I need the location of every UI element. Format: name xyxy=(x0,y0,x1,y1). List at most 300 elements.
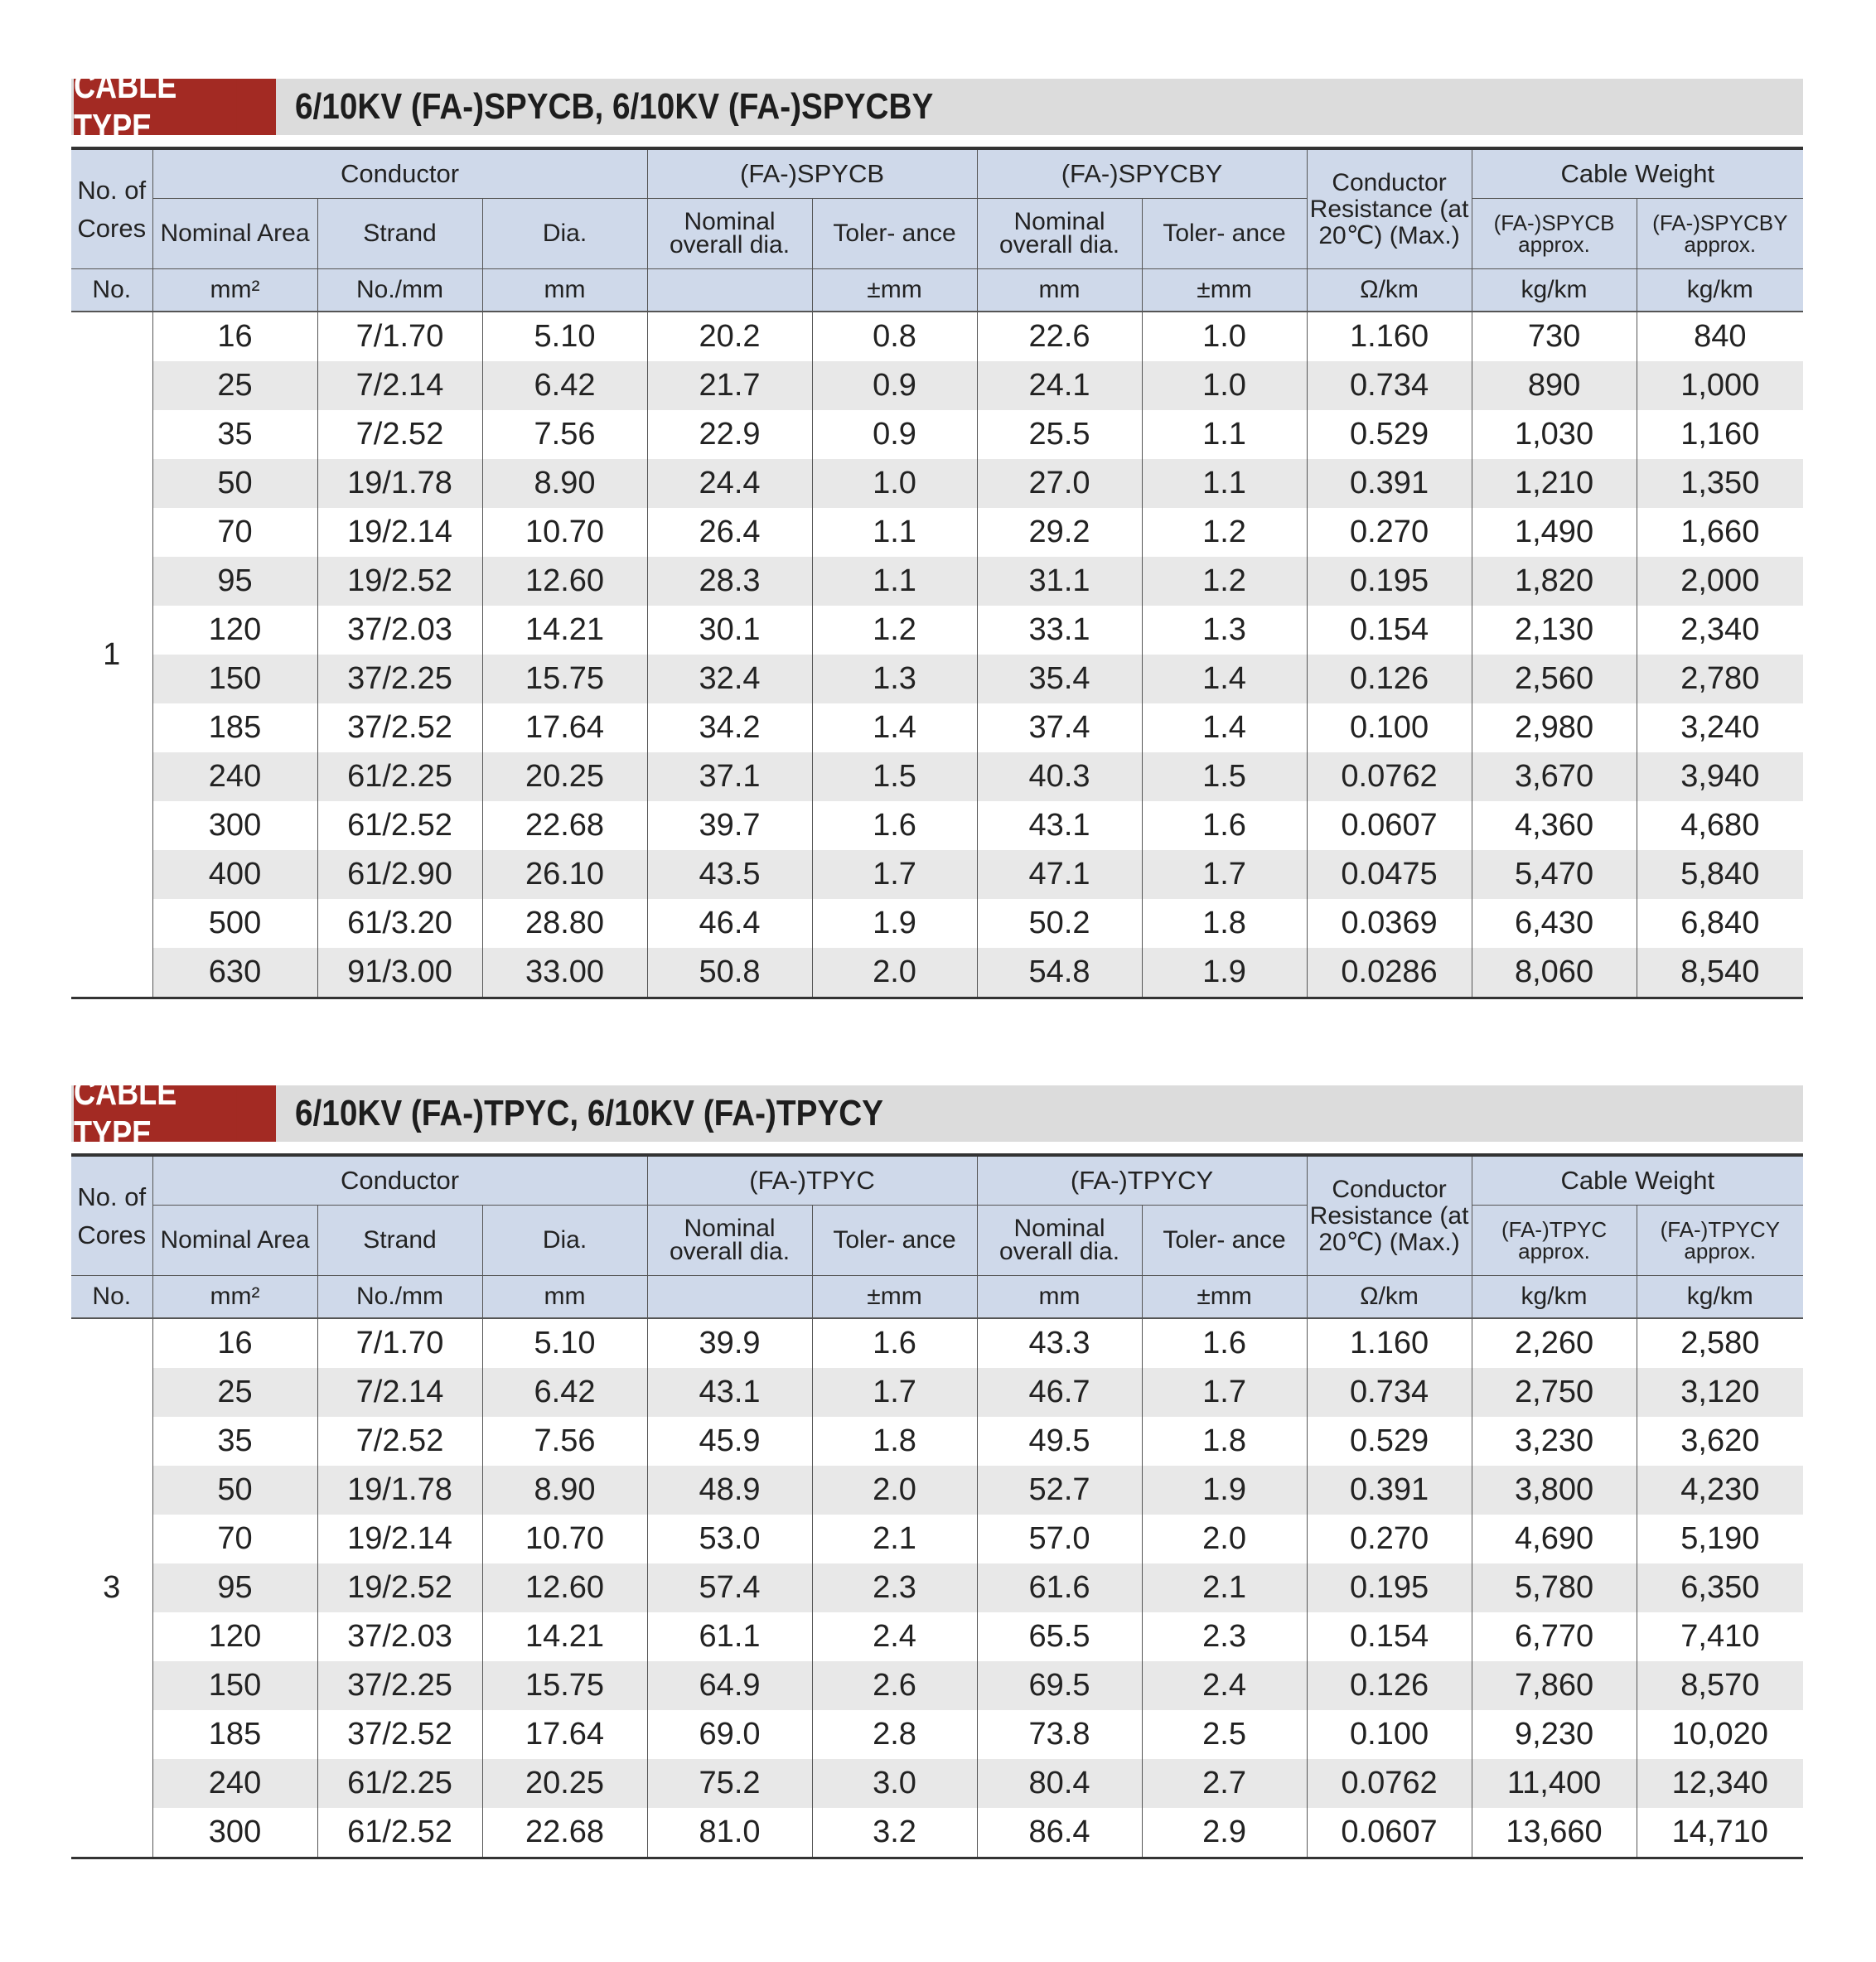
cell-tolerance-b: 1.5 xyxy=(1142,752,1307,801)
cell-weight-a: 5,470 xyxy=(1472,850,1637,899)
cell-tolerance-b: 1.6 xyxy=(1142,1318,1307,1368)
cell-resistance: 0.391 xyxy=(1307,1466,1472,1515)
cell-weight-a: 9,230 xyxy=(1472,1710,1637,1759)
cell-dia: 17.64 xyxy=(482,703,647,752)
cell-resistance: 0.0286 xyxy=(1307,948,1472,998)
cell-resistance: 0.0607 xyxy=(1307,801,1472,850)
cell-tolerance-a: 0.9 xyxy=(812,361,977,410)
header-dia: Dia. xyxy=(482,199,647,269)
header-nominal-area: Nominal Area xyxy=(152,199,317,269)
cell-tolerance-b: 1.1 xyxy=(1142,459,1307,508)
unit-overall-dia-a xyxy=(647,269,812,312)
cell-strand: 19/2.14 xyxy=(317,508,482,557)
cell-resistance: 0.0369 xyxy=(1307,899,1472,948)
cell-dia: 5.10 xyxy=(482,1318,647,1368)
cell-nominal-area: 240 xyxy=(152,1759,317,1808)
table-row xyxy=(71,1710,1803,1759)
table-row xyxy=(71,1318,1803,1368)
cell-nominal-area: 120 xyxy=(152,606,317,655)
cell-tolerance-a: 1.2 xyxy=(812,606,977,655)
cell-strand: 61/2.25 xyxy=(317,1759,482,1808)
cell-strand: 19/1.78 xyxy=(317,1466,482,1515)
cell-overall-dia-a: 53.0 xyxy=(647,1515,812,1563)
cell-resistance: 1.160 xyxy=(1307,1318,1472,1368)
cell-dia: 14.21 xyxy=(482,1612,647,1661)
table-row xyxy=(71,655,1803,703)
header-weight-b: (FA-)SPYCBY approx. xyxy=(1637,199,1803,269)
table-row xyxy=(71,1563,1803,1612)
unit-dia: mm xyxy=(482,1276,647,1319)
cell-resistance: 0.0762 xyxy=(1307,752,1472,801)
cell-tolerance-b: 2.3 xyxy=(1142,1612,1307,1661)
table-row xyxy=(71,508,1803,557)
cell-resistance: 0.154 xyxy=(1307,606,1472,655)
unit-resistance: Ω/km xyxy=(1307,269,1472,312)
cell-nominal-area: 185 xyxy=(152,703,317,752)
header-strand: Strand xyxy=(317,1206,482,1276)
section-title: 6/10KV (FA-)SPYCB, 6/10KV (FA-)SPYCBY xyxy=(295,86,934,127)
header-nominal-area: Nominal Area xyxy=(152,1206,317,1276)
cell-dia: 6.42 xyxy=(482,1368,647,1417)
cell-weight-a: 1,210 xyxy=(1472,459,1637,508)
cell-weight-a: 1,820 xyxy=(1472,557,1637,606)
cell-strand: 61/2.25 xyxy=(317,752,482,801)
cell-tolerance-b: 2.1 xyxy=(1142,1563,1307,1612)
unit-strand: No./mm xyxy=(317,269,482,312)
cell-overall-dia-b: 25.5 xyxy=(977,410,1142,459)
cell-nominal-area: 16 xyxy=(152,312,317,361)
cell-dia: 15.75 xyxy=(482,1661,647,1710)
cell-nominal-area: 630 xyxy=(152,948,317,998)
cell-overall-dia-a: 21.7 xyxy=(647,361,812,410)
cell-nominal-area: 400 xyxy=(152,850,317,899)
cell-weight-a: 3,670 xyxy=(1472,752,1637,801)
cable-section-2 xyxy=(71,1072,1803,1849)
cell-tolerance-b: 1.3 xyxy=(1142,606,1307,655)
cell-strand: 7/2.52 xyxy=(317,1417,482,1466)
cell-tolerance-b: 1.2 xyxy=(1142,508,1307,557)
table-row xyxy=(71,1417,1803,1466)
cell-strand: 7/1.70 xyxy=(317,312,482,361)
cell-overall-dia-a: 43.5 xyxy=(647,850,812,899)
cell-resistance: 0.529 xyxy=(1307,410,1472,459)
cell-overall-dia-b: 65.5 xyxy=(977,1612,1142,1661)
cell-weight-b: 14,710 xyxy=(1637,1808,1803,1858)
header-nominal-overall-dia-b: Nominal overall dia. xyxy=(977,199,1142,269)
cell-strand: 61/3.20 xyxy=(317,899,482,948)
cell-overall-dia-b: 61.6 xyxy=(977,1563,1142,1612)
cell-weight-b: 3,120 xyxy=(1637,1368,1803,1417)
cell-weight-a: 3,800 xyxy=(1472,1466,1637,1515)
unit-overall-dia-a xyxy=(647,1276,812,1319)
cell-dia: 33.00 xyxy=(482,948,647,998)
cell-strand: 19/2.14 xyxy=(317,1515,482,1563)
cell-overall-dia-a: 64.9 xyxy=(647,1661,812,1710)
cell-dia: 26.10 xyxy=(482,850,647,899)
cell-dia: 7.56 xyxy=(482,1417,647,1466)
cell-overall-dia-b: 69.5 xyxy=(977,1661,1142,1710)
header-nominal-overall-dia-a: Nominal overall dia. xyxy=(647,199,812,269)
table-row xyxy=(71,1759,1803,1808)
cell-overall-dia-a: 46.4 xyxy=(647,899,812,948)
cell-strand: 7/2.14 xyxy=(317,361,482,410)
cell-overall-dia-b: 29.2 xyxy=(977,508,1142,557)
cell-overall-dia-a: 26.4 xyxy=(647,508,812,557)
header-tolerance-b: Toler- ance xyxy=(1142,199,1307,269)
table-row xyxy=(71,312,1803,361)
cell-nominal-area: 50 xyxy=(152,1466,317,1515)
cell-nominal-area: 240 xyxy=(152,752,317,801)
cell-tolerance-a: 1.9 xyxy=(812,899,977,948)
cell-nominal-area: 35 xyxy=(152,410,317,459)
cell-weight-a: 6,430 xyxy=(1472,899,1637,948)
cable-type-badge: CABLE TYPE xyxy=(74,1085,237,1142)
cell-overall-dia-b: 22.6 xyxy=(977,312,1142,361)
header-strand: Strand xyxy=(317,199,482,269)
cell-strand: 19/2.52 xyxy=(317,1563,482,1612)
header-tolerance-a: Toler- ance xyxy=(812,199,977,269)
table-row xyxy=(71,850,1803,899)
cell-dia: 10.70 xyxy=(482,1515,647,1563)
spec-table xyxy=(71,1153,1803,1859)
cell-weight-a: 3,230 xyxy=(1472,1417,1637,1466)
unit-tol-a: ±mm xyxy=(812,1276,977,1319)
header-type-b: (FA-)SPYCBY xyxy=(977,148,1307,199)
cell-nominal-area: 150 xyxy=(152,1661,317,1710)
cell-overall-dia-a: 45.9 xyxy=(647,1417,812,1466)
cell-tolerance-b: 1.6 xyxy=(1142,801,1307,850)
cell-tolerance-a: 2.4 xyxy=(812,1612,977,1661)
unit-weight-a: kg/km xyxy=(1472,1276,1637,1319)
cell-tolerance-b: 2.0 xyxy=(1142,1515,1307,1563)
cell-tolerance-a: 1.3 xyxy=(812,655,977,703)
header-dia: Dia. xyxy=(482,1206,647,1276)
cell-weight-b: 1,160 xyxy=(1637,410,1803,459)
header-tolerance-a: Toler- ance xyxy=(812,1206,977,1276)
header-conductor-resistance: Conductor Resistance (at 20℃) (Max.) xyxy=(1307,1155,1472,1276)
unit-dia: mm xyxy=(482,269,647,312)
cell-resistance: 0.195 xyxy=(1307,557,1472,606)
cell-tolerance-b: 1.0 xyxy=(1142,312,1307,361)
section-title: 6/10KV (FA-)TPYC, 6/10KV (FA-)TPYCY xyxy=(295,1093,884,1133)
cell-tolerance-a: 1.6 xyxy=(812,1318,977,1368)
cell-weight-b: 4,230 xyxy=(1637,1466,1803,1515)
cell-resistance: 0.270 xyxy=(1307,508,1472,557)
cell-tolerance-a: 1.4 xyxy=(812,703,977,752)
cell-nominal-area: 300 xyxy=(152,801,317,850)
cell-weight-b: 2,000 xyxy=(1637,557,1803,606)
cell-overall-dia-b: 46.7 xyxy=(977,1368,1142,1417)
cell-weight-b: 3,940 xyxy=(1637,752,1803,801)
cell-weight-b: 2,340 xyxy=(1637,606,1803,655)
cell-tolerance-a: 2.8 xyxy=(812,1710,977,1759)
header-conductor: Conductor xyxy=(152,1155,647,1206)
cell-tolerance-a: 1.8 xyxy=(812,1417,977,1466)
cell-resistance: 0.0762 xyxy=(1307,1759,1472,1808)
cell-overall-dia-a: 57.4 xyxy=(647,1563,812,1612)
cell-overall-dia-a: 34.2 xyxy=(647,703,812,752)
cell-overall-dia-a: 81.0 xyxy=(647,1808,812,1858)
cell-dia: 20.25 xyxy=(482,752,647,801)
header-weight-b: (FA-)TPYCY approx. xyxy=(1637,1206,1803,1276)
cell-tolerance-b: 1.8 xyxy=(1142,1417,1307,1466)
cell-strand: 37/2.25 xyxy=(317,1661,482,1710)
cell-weight-b: 8,570 xyxy=(1637,1661,1803,1710)
cell-nominal-area: 25 xyxy=(152,1368,317,1417)
cell-nominal-area: 25 xyxy=(152,361,317,410)
cell-resistance: 0.126 xyxy=(1307,655,1472,703)
cell-tolerance-a: 1.0 xyxy=(812,459,977,508)
cell-overall-dia-a: 61.1 xyxy=(647,1612,812,1661)
cell-strand: 61/2.52 xyxy=(317,801,482,850)
cable-section-1 xyxy=(71,65,1803,989)
cell-strand: 7/1.70 xyxy=(317,1318,482,1368)
cell-weight-a: 2,560 xyxy=(1472,655,1637,703)
table-row xyxy=(71,801,1803,850)
cell-overall-dia-b: 43.3 xyxy=(977,1318,1142,1368)
cell-nominal-area: 95 xyxy=(152,557,317,606)
cell-tolerance-a: 1.1 xyxy=(812,557,977,606)
cell-weight-b: 7,410 xyxy=(1637,1612,1803,1661)
header-no-of-cores: No. of Cores xyxy=(71,1155,152,1276)
cell-resistance: 0.126 xyxy=(1307,1661,1472,1710)
cell-weight-a: 1,490 xyxy=(1472,508,1637,557)
unit-tol-b: ±mm xyxy=(1142,1276,1307,1319)
unit-weight-b: kg/km xyxy=(1637,1276,1803,1319)
cell-resistance: 1.160 xyxy=(1307,312,1472,361)
cell-weight-a: 5,780 xyxy=(1472,1563,1637,1612)
cell-tolerance-b: 1.2 xyxy=(1142,557,1307,606)
cell-dia: 12.60 xyxy=(482,1563,647,1612)
cell-dia: 7.56 xyxy=(482,410,647,459)
cell-weight-b: 3,620 xyxy=(1637,1417,1803,1466)
cell-overall-dia-a: 24.4 xyxy=(647,459,812,508)
header-tolerance-b: Toler- ance xyxy=(1142,1206,1307,1276)
cell-resistance: 0.270 xyxy=(1307,1515,1472,1563)
cell-overall-dia-b: 27.0 xyxy=(977,459,1142,508)
cell-overall-dia-b: 57.0 xyxy=(977,1515,1142,1563)
cell-tolerance-a: 1.7 xyxy=(812,1368,977,1417)
title-bar xyxy=(71,65,1803,147)
cell-tolerance-a: 3.0 xyxy=(812,1759,977,1808)
cell-weight-b: 1,350 xyxy=(1637,459,1803,508)
cell-strand: 7/2.52 xyxy=(317,410,482,459)
header-nominal-overall-dia-a: Nominal overall dia. xyxy=(647,1206,812,1276)
table-row xyxy=(71,459,1803,508)
cell-nominal-area: 150 xyxy=(152,655,317,703)
cell-weight-b: 2,580 xyxy=(1637,1318,1803,1368)
cores-value: 3 xyxy=(71,1318,152,1858)
cell-weight-a: 7,860 xyxy=(1472,1661,1637,1710)
cell-weight-a: 11,400 xyxy=(1472,1759,1637,1808)
cell-strand: 37/2.52 xyxy=(317,1710,482,1759)
cell-resistance: 0.195 xyxy=(1307,1563,1472,1612)
unit-tol-b: ±mm xyxy=(1142,269,1307,312)
cell-resistance: 0.0607 xyxy=(1307,1808,1472,1858)
cell-tolerance-a: 2.0 xyxy=(812,948,977,998)
header-cable-weight: Cable Weight xyxy=(1472,1155,1803,1206)
cell-strand: 19/2.52 xyxy=(317,557,482,606)
cell-overall-dia-b: 33.1 xyxy=(977,606,1142,655)
cell-weight-a: 8,060 xyxy=(1472,948,1637,998)
unit-weight-a: kg/km xyxy=(1472,269,1637,312)
table-row xyxy=(71,948,1803,998)
cell-overall-dia-a: 69.0 xyxy=(647,1710,812,1759)
cell-nominal-area: 50 xyxy=(152,459,317,508)
cell-dia: 20.25 xyxy=(482,1759,647,1808)
cell-overall-dia-b: 80.4 xyxy=(977,1759,1142,1808)
unit-no: No. xyxy=(71,1276,152,1319)
cell-dia: 15.75 xyxy=(482,655,647,703)
cell-tolerance-b: 1.7 xyxy=(1142,850,1307,899)
cell-resistance: 0.154 xyxy=(1307,1612,1472,1661)
cell-overall-dia-a: 37.1 xyxy=(647,752,812,801)
cell-weight-b: 5,190 xyxy=(1637,1515,1803,1563)
cell-overall-dia-b: 43.1 xyxy=(977,801,1142,850)
table-row xyxy=(71,557,1803,606)
table-row xyxy=(71,1466,1803,1515)
cell-tolerance-b: 1.9 xyxy=(1142,1466,1307,1515)
header-type-a: (FA-)TPYC xyxy=(647,1155,977,1206)
table-row xyxy=(71,1612,1803,1661)
cell-weight-a: 730 xyxy=(1472,312,1637,361)
cell-strand: 61/2.52 xyxy=(317,1808,482,1858)
cell-dia: 17.64 xyxy=(482,1710,647,1759)
cell-tolerance-a: 1.7 xyxy=(812,850,977,899)
cell-overall-dia-b: 40.3 xyxy=(977,752,1142,801)
cell-weight-a: 2,750 xyxy=(1472,1368,1637,1417)
cell-weight-b: 1,660 xyxy=(1637,508,1803,557)
cell-nominal-area: 16 xyxy=(152,1318,317,1368)
cell-weight-a: 2,260 xyxy=(1472,1318,1637,1368)
unit-resistance: Ω/km xyxy=(1307,1276,1472,1319)
cell-strand: 37/2.03 xyxy=(317,1612,482,1661)
cell-overall-dia-b: 47.1 xyxy=(977,850,1142,899)
cell-overall-dia-b: 49.5 xyxy=(977,1417,1142,1466)
title-bar xyxy=(71,1072,1803,1154)
cell-overall-dia-a: 43.1 xyxy=(647,1368,812,1417)
cell-tolerance-a: 0.9 xyxy=(812,410,977,459)
cell-tolerance-a: 1.5 xyxy=(812,752,977,801)
unit-no: No. xyxy=(71,269,152,312)
cell-nominal-area: 500 xyxy=(152,899,317,948)
cell-weight-b: 8,540 xyxy=(1637,948,1803,998)
table-row xyxy=(71,1808,1803,1858)
cell-resistance: 0.100 xyxy=(1307,703,1472,752)
cell-weight-b: 2,780 xyxy=(1637,655,1803,703)
cell-strand: 19/1.78 xyxy=(317,459,482,508)
cell-nominal-area: 300 xyxy=(152,1808,317,1858)
cell-tolerance-b: 2.7 xyxy=(1142,1759,1307,1808)
cell-dia: 22.68 xyxy=(482,801,647,850)
cell-overall-dia-a: 28.3 xyxy=(647,557,812,606)
cell-nominal-area: 70 xyxy=(152,508,317,557)
unit-weight-b: kg/km xyxy=(1637,269,1803,312)
cell-weight-b: 12,340 xyxy=(1637,1759,1803,1808)
cell-strand: 61/2.90 xyxy=(317,850,482,899)
cell-overall-dia-a: 20.2 xyxy=(647,312,812,361)
cell-weight-b: 5,840 xyxy=(1637,850,1803,899)
cell-dia: 22.68 xyxy=(482,1808,647,1858)
cell-tolerance-a: 1.6 xyxy=(812,801,977,850)
cell-nominal-area: 70 xyxy=(152,1515,317,1563)
header-conductor: Conductor xyxy=(152,148,647,199)
cell-weight-a: 890 xyxy=(1472,361,1637,410)
cell-overall-dia-b: 35.4 xyxy=(977,655,1142,703)
cell-overall-dia-b: 24.1 xyxy=(977,361,1142,410)
cell-tolerance-a: 3.2 xyxy=(812,1808,977,1858)
cell-overall-dia-b: 73.8 xyxy=(977,1710,1142,1759)
cell-weight-b: 4,680 xyxy=(1637,801,1803,850)
cell-strand: 37/2.52 xyxy=(317,703,482,752)
table-row xyxy=(71,1368,1803,1417)
cell-weight-b: 3,240 xyxy=(1637,703,1803,752)
unit-overall-dia-b: mm xyxy=(977,1276,1142,1319)
cell-dia: 8.90 xyxy=(482,459,647,508)
table-row xyxy=(71,410,1803,459)
cell-tolerance-b: 1.4 xyxy=(1142,703,1307,752)
cell-nominal-area: 35 xyxy=(152,1417,317,1466)
cell-weight-b: 6,350 xyxy=(1637,1563,1803,1612)
cell-tolerance-a: 2.6 xyxy=(812,1661,977,1710)
cell-weight-b: 1,000 xyxy=(1637,361,1803,410)
cell-overall-dia-a: 22.9 xyxy=(647,410,812,459)
header-type-b: (FA-)TPYCY xyxy=(977,1155,1307,1206)
cell-tolerance-a: 2.1 xyxy=(812,1515,977,1563)
table-row xyxy=(71,361,1803,410)
cell-overall-dia-b: 31.1 xyxy=(977,557,1142,606)
cell-weight-a: 2,130 xyxy=(1472,606,1637,655)
cell-weight-b: 840 xyxy=(1637,312,1803,361)
table-row xyxy=(71,1515,1803,1563)
cell-weight-a: 6,770 xyxy=(1472,1612,1637,1661)
cell-nominal-area: 95 xyxy=(152,1563,317,1612)
spec-table xyxy=(71,147,1803,999)
cell-nominal-area: 120 xyxy=(152,1612,317,1661)
cell-tolerance-a: 2.3 xyxy=(812,1563,977,1612)
cell-tolerance-b: 2.5 xyxy=(1142,1710,1307,1759)
cell-tolerance-b: 1.9 xyxy=(1142,948,1307,998)
cell-dia: 28.80 xyxy=(482,899,647,948)
cell-tolerance-b: 1.7 xyxy=(1142,1368,1307,1417)
cell-overall-dia-a: 39.7 xyxy=(647,801,812,850)
cell-overall-dia-b: 54.8 xyxy=(977,948,1142,998)
cell-weight-a: 2,980 xyxy=(1472,703,1637,752)
cell-tolerance-a: 2.0 xyxy=(812,1466,977,1515)
table-row xyxy=(71,1661,1803,1710)
cell-weight-b: 10,020 xyxy=(1637,1710,1803,1759)
header-weight-a: (FA-)SPYCB approx. xyxy=(1472,199,1637,269)
unit-tol-a: ±mm xyxy=(812,269,977,312)
cell-strand: 37/2.25 xyxy=(317,655,482,703)
table-row xyxy=(71,899,1803,948)
cell-tolerance-b: 1.0 xyxy=(1142,361,1307,410)
cell-nominal-area: 185 xyxy=(152,1710,317,1759)
header-no-of-cores: No. of Cores xyxy=(71,148,152,269)
cell-tolerance-b: 1.4 xyxy=(1142,655,1307,703)
cell-overall-dia-b: 37.4 xyxy=(977,703,1142,752)
cable-type-badge: CABLE TYPE xyxy=(74,79,237,135)
cell-overall-dia-a: 48.9 xyxy=(647,1466,812,1515)
cell-resistance: 0.100 xyxy=(1307,1710,1472,1759)
cell-overall-dia-b: 86.4 xyxy=(977,1808,1142,1858)
header-conductor-resistance: Conductor Resistance (at 20℃) (Max.) xyxy=(1307,148,1472,269)
cell-overall-dia-a: 75.2 xyxy=(647,1759,812,1808)
header-nominal-overall-dia-b: Nominal overall dia. xyxy=(977,1206,1142,1276)
unit-area: mm² xyxy=(152,1276,317,1319)
cell-weight-a: 13,660 xyxy=(1472,1808,1637,1858)
cell-tolerance-b: 2.9 xyxy=(1142,1808,1307,1858)
